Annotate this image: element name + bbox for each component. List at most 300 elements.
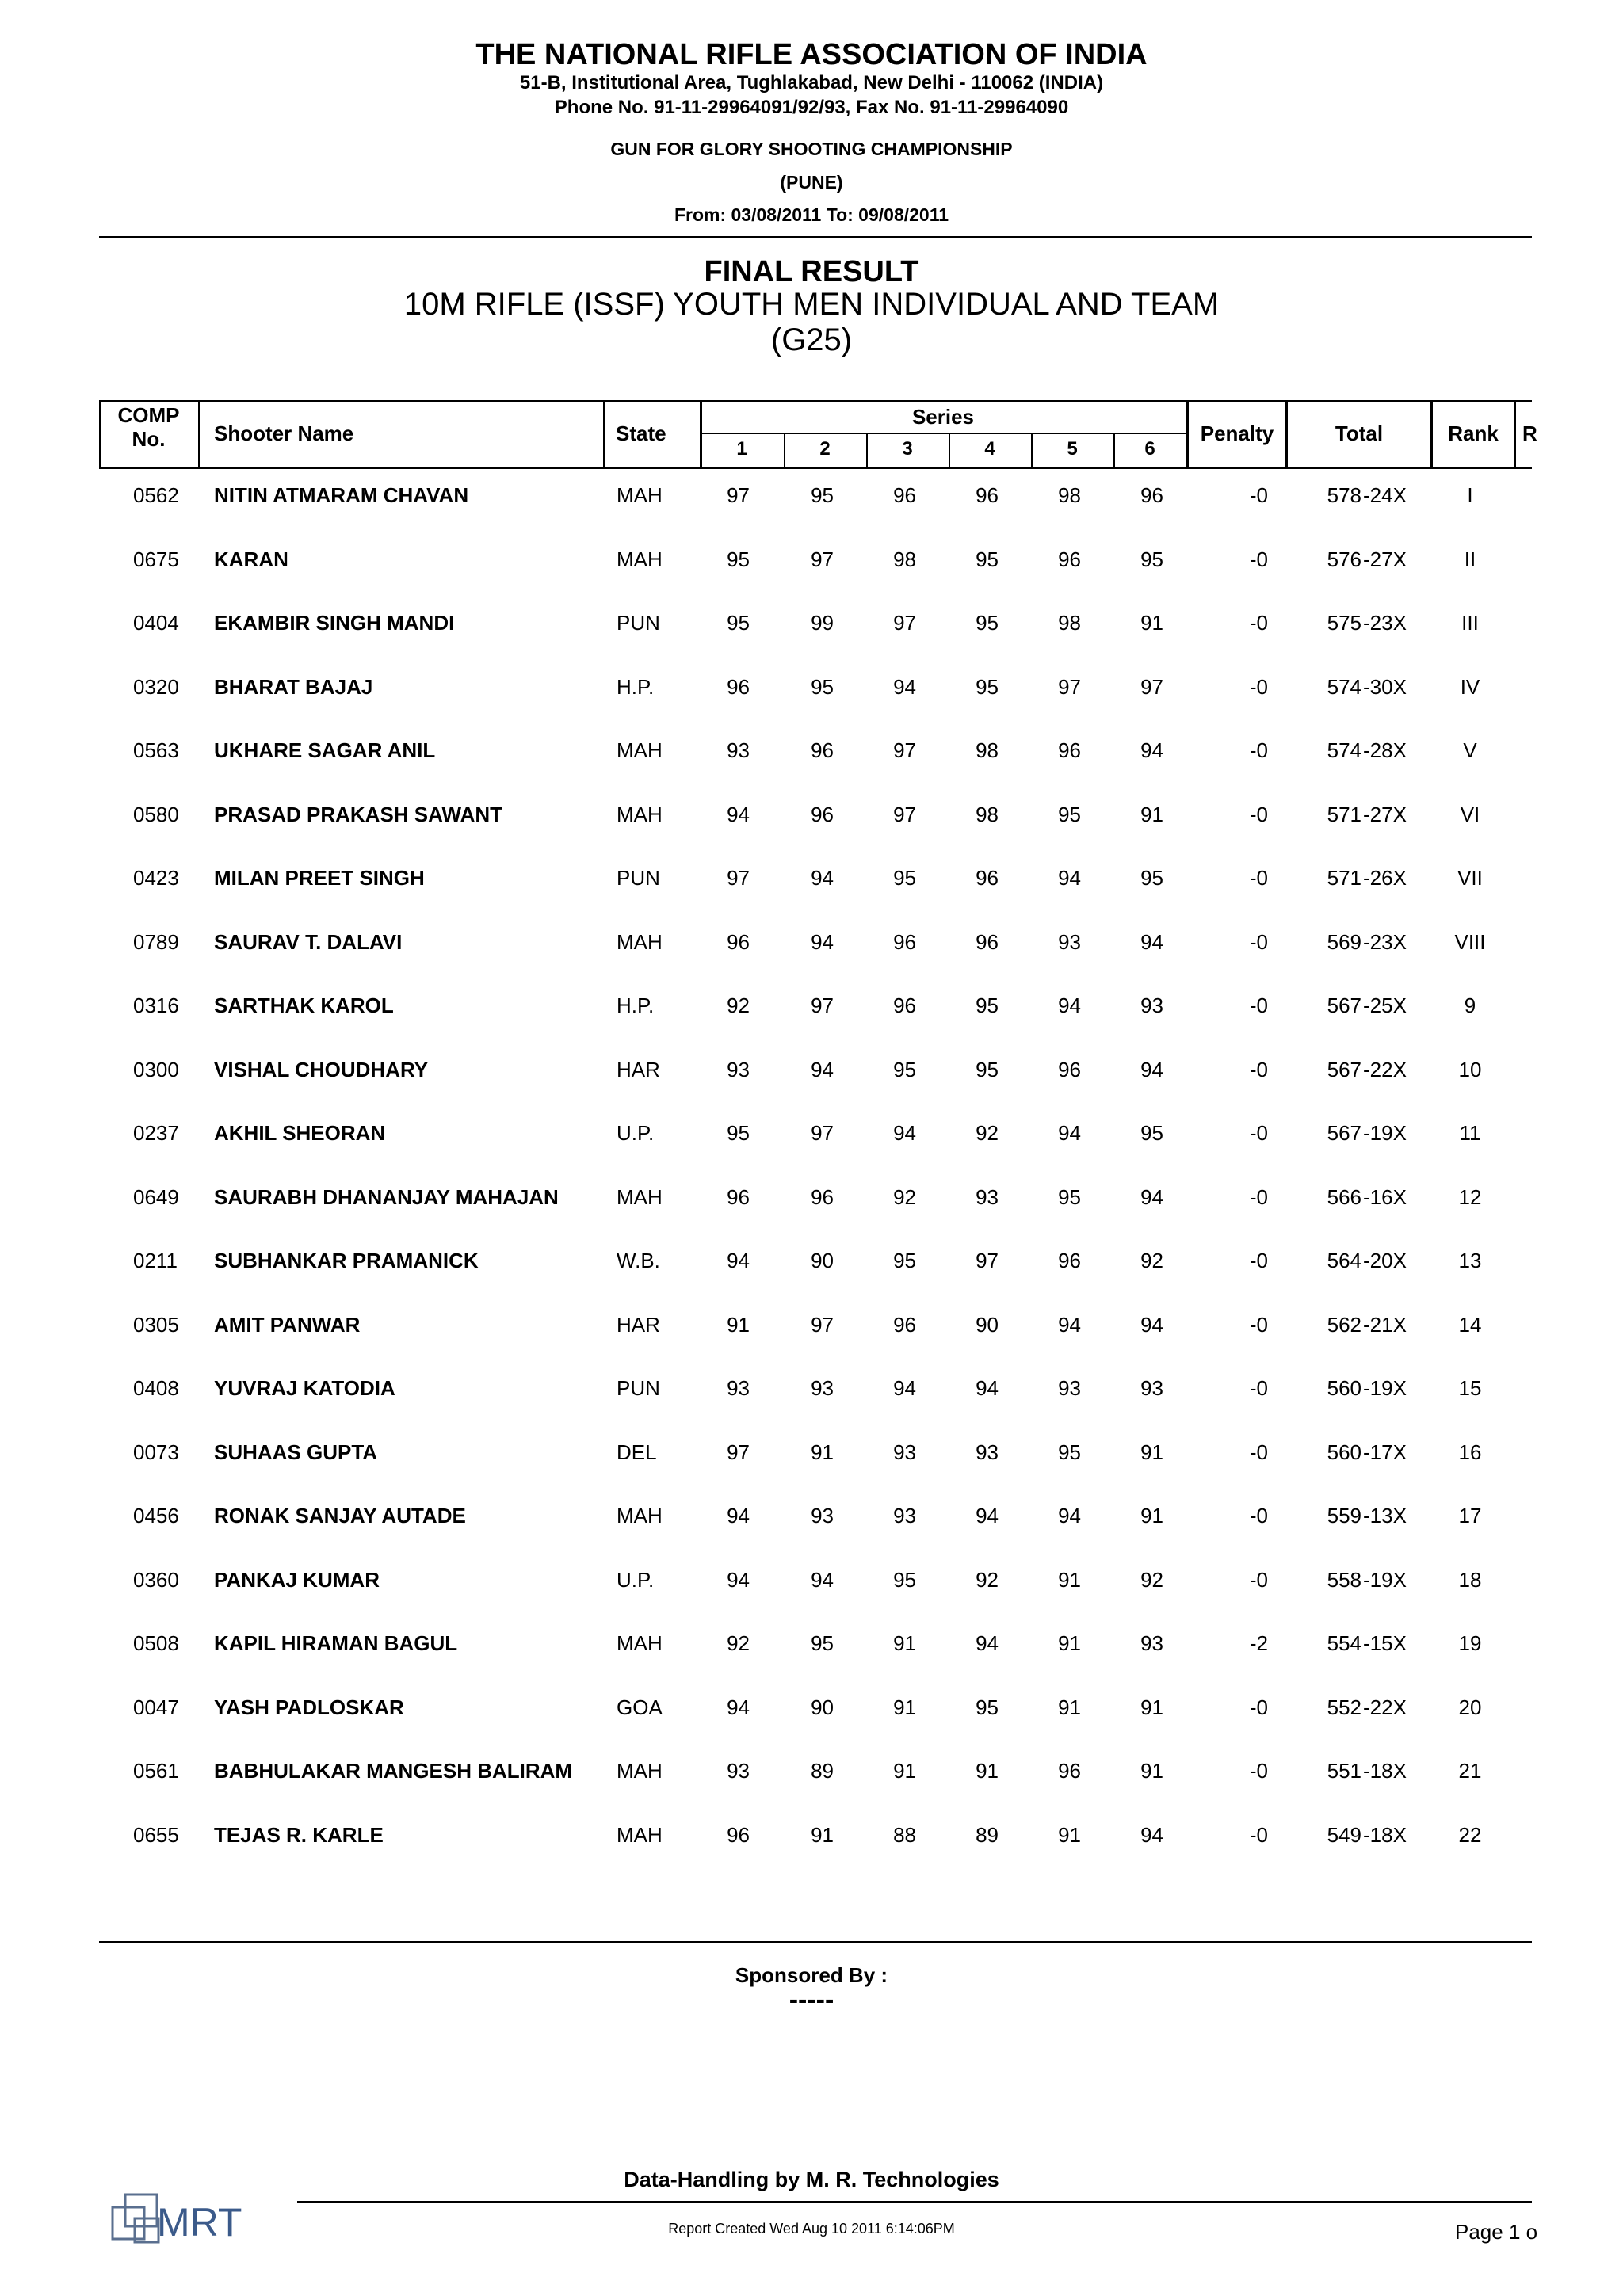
cell-rank: VII [1457,866,1483,890]
cell-penalty: -0 [1249,1695,1268,1719]
cell-total-score: 558 [1327,1567,1361,1592]
table-row [0,1249,1623,1280]
cell-inner-tens: -27X [1363,802,1407,826]
cell-series-4-score: 93 [976,1440,999,1464]
cell-total-score: 549 [1327,1822,1361,1847]
cell-inner-tens: -28X [1363,738,1407,762]
cell-series-4-score: 98 [976,802,999,826]
cell-series-5-score: 95 [1058,1184,1081,1209]
table-row [0,738,1623,770]
cell-series-4-score: 92 [976,1567,999,1592]
cell-penalty: -0 [1249,929,1268,954]
table-row [0,675,1623,707]
cell-series-5-score: 93 [1058,1376,1081,1400]
cell-rank: 21 [1458,1759,1482,1783]
cell-series-5-score: 94 [1058,1312,1081,1337]
cell-inner-tens: -13X [1363,1504,1407,1527]
cell-comp-no: 0320 [133,674,179,699]
sponsored-value: ----- [789,1985,834,2015]
header-comp: COMP [117,403,180,427]
cell-inner-tens: -23X [1363,929,1407,954]
table-row [0,1121,1623,1153]
championship-dates: From: 03/08/2011 To: 09/08/2011 [674,204,949,225]
cell-series-2-score: 94 [811,1567,834,1592]
cell-series-3-score: 95 [893,866,916,890]
cell-series-1-score: 94 [727,1567,750,1592]
cell-series-1-score: 94 [727,802,750,826]
cell-rank: I [1467,483,1473,507]
header-penalty: Penalty [1200,421,1274,445]
cell-series-6-score: 95 [1140,1121,1163,1145]
cell-series-1-score: 93 [727,1759,750,1783]
cell-series-1-score: 95 [727,1121,750,1145]
cell-series-3-score: 96 [893,483,916,507]
cell-series-4-score: 95 [976,1057,999,1081]
cell-series-4-score: 96 [976,929,999,954]
cell-total-score: 571 [1327,866,1361,890]
cell-rank: 15 [1458,1376,1482,1400]
cell-inner-tens: -25X [1363,994,1407,1017]
cell-series-6-score: 91 [1140,1759,1163,1783]
cell-series-6-score: 93 [1140,1376,1163,1400]
cell-series-6-score: 91 [1140,1440,1163,1464]
cell-series-2-score: 97 [811,1121,834,1145]
cell-series-2-score: 91 [811,1440,834,1464]
cell-series-3-score: 91 [893,1759,916,1783]
cell-state: HAR [617,1057,660,1081]
cell-rank: 18 [1458,1567,1482,1592]
cell-rank: 20 [1458,1695,1482,1719]
cell-series-5-score: 95 [1058,1440,1081,1464]
cell-total-score: 562 [1327,1312,1361,1337]
cell-series-3-score: 98 [893,547,916,571]
cell-comp-no: 0508 [133,1631,179,1655]
cell-series-1-score: 94 [727,1249,750,1272]
cell-series-3-score: 95 [893,1249,916,1272]
cell-series-1-score: 92 [727,1631,750,1655]
cell-state: MAH [617,1822,663,1847]
championship-venue: (PUNE) [780,172,843,193]
cell-shooter-name: SUBHANKAR PRAMANICK [214,1249,479,1272]
table-row [0,1313,1623,1344]
cell-series-3-score: 94 [893,674,916,699]
cell-series-5-score: 94 [1058,994,1081,1017]
cell-series-3-score: 88 [893,1822,916,1847]
cell-state: MAH [617,483,663,507]
event-code: (G25) [770,322,853,357]
cell-penalty: -0 [1249,1822,1268,1847]
sponsored-label: Sponsored By : [735,1963,888,1987]
table-row [0,1759,1623,1791]
cell-total-score: 560 [1327,1376,1361,1400]
cell-series-3-score: 94 [893,1376,916,1400]
cell-series-4-score: 92 [976,1121,999,1145]
table-row [0,1631,1623,1663]
table-row [0,547,1623,579]
header-series-6: 6 [1144,438,1155,460]
table-row [0,866,1623,898]
table-row [0,803,1623,834]
cell-rank: II [1464,547,1476,571]
cell-series-5-score: 91 [1058,1822,1081,1847]
cell-series-6-score: 91 [1140,1695,1163,1719]
cell-shooter-name: BHARAT BAJAJ [214,674,373,699]
cell-series-4-score: 98 [976,738,999,762]
cell-state: PUN [617,866,660,890]
cell-total-score: 567 [1327,1057,1361,1081]
cell-series-3-score: 91 [893,1631,916,1655]
cell-series-5-score: 98 [1058,611,1081,635]
cell-series-3-score: 93 [893,1440,916,1464]
org-address: 51-B, Institutional Area, Tughlakabad, New Delhi - 110062 (INDIA) [519,72,1104,93]
cell-series-2-score: 95 [811,674,834,699]
cell-rank: 9 [1464,994,1476,1017]
cell-total-score: 576 [1327,547,1361,571]
cell-series-1-score: 93 [727,1376,750,1400]
cell-penalty: -0 [1249,1504,1268,1527]
cell-comp-no: 0404 [133,611,179,635]
cell-shooter-name: SAURAV T. DALAVI [214,929,403,954]
cell-total-score: 551 [1327,1759,1361,1783]
cell-state: DEL [617,1440,657,1464]
cell-series-2-score: 90 [811,1695,834,1719]
cell-series-4-score: 94 [976,1376,999,1400]
cell-series-4-score: 95 [976,547,999,571]
cell-state: W.B. [617,1249,660,1272]
cell-state: H.P. [617,674,655,699]
cell-rank: 11 [1459,1121,1481,1145]
table-row [0,611,1623,643]
cell-series-4-score: 95 [976,994,999,1017]
cell-state: GOA [617,1695,663,1719]
cell-series-1-score: 93 [727,738,750,762]
cell-inner-tens: -27X [1363,547,1407,571]
cell-series-3-score: 93 [893,1504,916,1527]
cell-rank: VI [1460,802,1480,826]
cell-penalty: -0 [1249,1121,1268,1145]
cell-rank: III [1461,611,1479,635]
cell-series-1-score: 96 [727,1822,750,1847]
cell-series-2-score: 93 [811,1376,834,1400]
cell-inner-tens: -20X [1363,1249,1407,1272]
cell-penalty: -0 [1249,1312,1268,1337]
cell-series-2-score: 90 [811,1249,834,1272]
cell-series-4-score: 94 [976,1504,999,1527]
cell-series-3-score: 97 [893,802,916,826]
logo-text: MRT [157,2200,242,2245]
cell-series-2-score: 97 [811,994,834,1017]
cell-series-2-score: 91 [811,1822,834,1847]
table-header [99,400,1537,469]
cell-rank: IV [1460,674,1480,699]
cell-series-3-score: 91 [893,1695,916,1719]
cell-series-1-score: 96 [727,1184,750,1209]
cell-series-2-score: 93 [811,1504,834,1527]
header-total: Total [1335,421,1384,445]
table-row [0,930,1623,962]
header-state: State [616,421,666,445]
cell-penalty: -0 [1249,1249,1268,1272]
cell-series-5-score: 96 [1058,1057,1081,1081]
cell-inner-tens: -19X [1363,1567,1407,1592]
header-series-5: 5 [1067,438,1078,460]
cell-series-3-score: 95 [893,1057,916,1081]
cell-comp-no: 0047 [133,1695,179,1719]
cell-shooter-name: AKHIL SHEORAN [214,1121,386,1145]
cell-penalty: -0 [1249,1376,1268,1400]
cell-series-6-score: 94 [1140,1822,1163,1847]
cell-shooter-name: AMIT PANWAR [214,1312,361,1337]
cell-state: MAH [617,547,663,571]
cell-series-4-score: 90 [976,1312,999,1337]
cell-series-4-score: 95 [976,1695,999,1719]
table-row [0,1695,1623,1727]
cell-series-5-score: 93 [1058,929,1081,954]
col-divider [603,400,605,469]
cell-series-5-score: 94 [1058,866,1081,890]
header-shooter-name: Shooter Name [214,421,354,445]
cell-series-1-score: 96 [727,674,750,699]
cell-state: MAH [617,802,663,826]
cell-total-score: 571 [1327,802,1361,826]
cell-penalty: -0 [1249,1759,1268,1783]
cell-series-1-score: 95 [727,611,750,635]
cell-state: HAR [617,1312,660,1337]
header-series-3: 3 [902,438,913,460]
cell-total-score: 566 [1327,1184,1361,1209]
cell-series-6-score: 97 [1140,674,1163,699]
cell-comp-no: 0237 [133,1121,179,1145]
logo-square [113,2207,144,2239]
cell-state: U.P. [617,1567,655,1592]
cell-series-6-score: 93 [1140,1631,1163,1655]
cell-series-1-score: 93 [727,1057,750,1081]
cell-series-6-score: 96 [1140,483,1163,507]
cell-inner-tens: -22X [1363,1695,1407,1719]
table-row [0,994,1623,1025]
cell-series-1-score: 92 [727,994,750,1017]
logo-square [125,2195,157,2226]
cell-series-2-score: 96 [811,738,834,762]
cell-comp-no: 0360 [133,1567,179,1592]
cell-state: U.P. [617,1121,655,1145]
cell-series-1-score: 94 [727,1504,750,1527]
table-row [0,1568,1623,1600]
table-row [0,1185,1623,1217]
header-comp-no: No. [132,427,166,451]
cell-comp-no: 0316 [133,994,179,1017]
cell-series-5-score: 94 [1058,1504,1081,1527]
cell-total-score: 564 [1327,1249,1361,1272]
cell-penalty: -0 [1249,1184,1268,1209]
cell-series-2-score: 95 [811,1631,834,1655]
cell-state: PUN [617,1376,660,1400]
table-row [0,1058,1623,1089]
cell-shooter-name: MILAN PREET SINGH [214,866,425,890]
cell-series-2-score: 96 [811,1184,834,1209]
table-row [0,1504,1623,1535]
cell-series-4-score: 89 [976,1822,999,1847]
cell-comp-no: 0655 [133,1822,179,1847]
cell-series-6-score: 91 [1140,611,1163,635]
cell-inner-tens: -16X [1363,1184,1407,1209]
cell-series-1-score: 96 [727,929,750,954]
cell-comp-no: 0580 [133,802,179,826]
cell-series-1-score: 91 [727,1312,750,1337]
cell-comp-no: 0211 [133,1249,178,1272]
cell-shooter-name: PANKAJ KUMAR [214,1567,380,1592]
cell-shooter-name: RONAK SANJAY AUTADE [214,1504,466,1527]
cell-inner-tens: -21X [1363,1312,1407,1337]
cell-comp-no: 0423 [133,866,179,890]
cell-penalty: -0 [1249,483,1268,507]
cell-series-3-score: 96 [893,994,916,1017]
cell-total-score: 560 [1327,1440,1361,1464]
report-created: Report Created Wed Aug 10 2011 6:14:06PM [668,2221,955,2237]
cell-penalty: -0 [1249,547,1268,571]
cell-total-score: 578 [1327,483,1361,507]
footer-rule [297,2201,1532,2203]
col-divider [198,400,200,469]
cell-penalty: -0 [1249,866,1268,890]
cell-penalty: -0 [1249,674,1268,699]
cell-comp-no: 0789 [133,929,179,954]
cell-shooter-name: UKHARE SAGAR ANIL [214,738,436,762]
cell-total-score: 559 [1327,1504,1361,1527]
cell-total-score: 575 [1327,611,1361,635]
cell-shooter-name: NITIN ATMARAM CHAVAN [214,483,469,507]
cell-series-2-score: 99 [811,611,834,635]
header-series: Series [911,405,975,429]
cell-series-6-score: 94 [1140,929,1163,954]
cell-series-5-score: 95 [1058,802,1081,826]
cell-penalty: -0 [1249,1567,1268,1592]
cell-state: MAH [617,1631,663,1655]
cell-series-4-score: 96 [976,866,999,890]
cell-state: MAH [617,738,663,762]
cell-series-2-score: 97 [811,547,834,571]
cell-total-score: 574 [1327,674,1361,699]
cell-comp-no: 0675 [133,547,179,571]
cell-penalty: -0 [1249,611,1268,635]
event-name: 10M RIFLE (ISSF) YOUTH MEN INDIVIDUAL AND TEAM [403,287,1220,322]
cell-series-5-score: 96 [1058,738,1081,762]
cell-series-5-score: 97 [1058,674,1081,699]
cell-rank: 22 [1458,1822,1482,1847]
cell-comp-no: 0408 [133,1376,179,1400]
cell-series-3-score: 97 [893,611,916,635]
cell-series-2-score: 89 [811,1759,834,1783]
cell-total-score: 569 [1327,929,1361,954]
cell-comp-no: 0563 [133,738,179,762]
cell-series-3-score: 96 [893,929,916,954]
cell-inner-tens: -30X [1363,674,1407,699]
cell-rank: 13 [1458,1249,1482,1272]
cell-series-2-score: 94 [811,1057,834,1081]
cell-series-6-score: 95 [1140,866,1163,890]
cell-inner-tens: -26X [1363,866,1407,890]
cell-series-5-score: 96 [1058,1249,1081,1272]
cell-comp-no: 0561 [133,1759,179,1783]
cell-total-score: 552 [1327,1695,1361,1719]
cell-inner-tens: -15X [1363,1631,1407,1655]
cell-total-score: 574 [1327,738,1361,762]
org-phone: Phone No. 91-11-29964091/92/93, Fax No. 91-11-29964090 [554,97,1069,118]
cell-series-5-score: 94 [1058,1121,1081,1145]
cell-series-6-score: 94 [1140,738,1163,762]
cell-penalty: -0 [1249,738,1268,762]
cell-total-score: 554 [1327,1631,1361,1655]
cell-series-6-score: 91 [1140,1504,1163,1527]
cell-series-4-score: 95 [976,611,999,635]
cell-series-3-score: 96 [893,1312,916,1337]
cell-shooter-name: SARTHAK KAROL [214,994,394,1017]
result-title: FINAL RESULT [704,255,919,288]
cell-penalty: -0 [1249,1057,1268,1081]
cell-rank: VIII [1454,929,1486,954]
cell-inner-tens: -22X [1363,1057,1407,1081]
cell-series-6-score: 91 [1140,802,1163,826]
cell-inner-tens: -18X [1363,1822,1407,1847]
page-number: Page 1 o [1455,2220,1538,2244]
cell-comp-no: 0073 [133,1440,179,1464]
cell-rank: 17 [1458,1504,1482,1527]
cell-series-4-score: 96 [976,483,999,507]
cell-series-4-score: 91 [976,1759,999,1783]
cell-state: PUN [617,611,660,635]
cell-series-3-score: 97 [893,738,916,762]
cell-series-4-score: 93 [976,1184,999,1209]
cell-shooter-name: KARAN [214,547,288,571]
cell-series-5-score: 91 [1058,1631,1081,1655]
table-row [0,1823,1623,1855]
org-name: THE NATIONAL RIFLE ASSOCIATION OF INDIA [475,38,1148,71]
cell-series-2-score: 94 [811,866,834,890]
header-series-1: 1 [736,438,747,460]
cell-inner-tens: -18X [1363,1759,1407,1783]
cell-comp-no: 0649 [133,1184,179,1209]
cell-shooter-name: YUVRAJ KATODIA [214,1376,395,1400]
header-series-2: 2 [819,438,831,460]
cell-state: MAH [617,1504,663,1527]
cell-inner-tens: -17X [1363,1440,1407,1464]
cell-rank: 16 [1458,1440,1482,1464]
footer-divider [99,1941,1532,1943]
cell-penalty: -0 [1249,802,1268,826]
cell-inner-tens: -23X [1363,611,1407,635]
cell-state: H.P. [617,994,655,1017]
cell-rank: 19 [1458,1631,1482,1655]
cell-inner-tens: -24X [1363,483,1407,507]
cell-series-1-score: 97 [727,483,750,507]
cell-series-2-score: 97 [811,1312,834,1337]
cell-state: MAH [617,1184,663,1209]
cell-rank: V [1463,738,1477,762]
cell-total-score: 567 [1327,1121,1361,1145]
cell-series-6-score: 93 [1140,994,1163,1017]
cell-series-1-score: 97 [727,1440,750,1464]
cell-series-1-score: 94 [727,1695,750,1719]
cell-series-5-score: 96 [1058,1759,1081,1783]
header-rank: Rank [1448,421,1499,445]
cell-series-4-score: 95 [976,674,999,699]
table-row [0,483,1623,515]
cell-shooter-name: PRASAD PRAKASH SAWANT [214,802,503,826]
cell-series-2-score: 96 [811,802,834,826]
cell-series-6-score: 95 [1140,547,1163,571]
cell-shooter-name: TEJAS R. KARLE [214,1822,384,1847]
cell-inner-tens: -19X [1363,1376,1407,1400]
